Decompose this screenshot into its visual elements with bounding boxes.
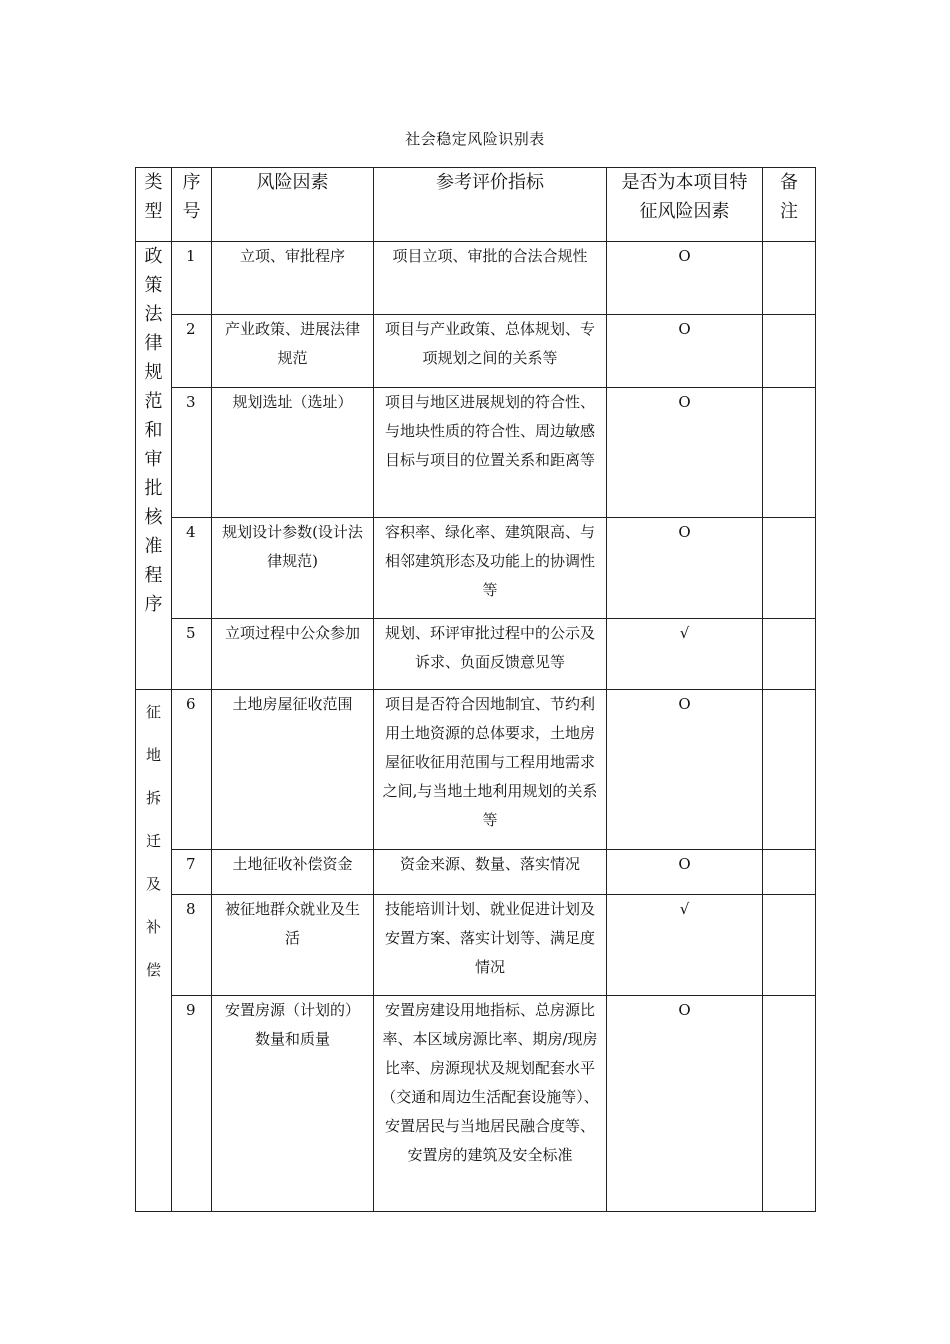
remark-cell: [763, 619, 816, 690]
factor-cell: 产业政策、进展法律规范: [212, 315, 374, 388]
type-char: 程: [144, 565, 163, 586]
remark-cell: [763, 895, 816, 996]
factor-cell: 立项过程中公众参加: [212, 619, 374, 690]
type-char: 范: [144, 391, 163, 412]
remark-cell: [763, 242, 816, 315]
indicator-cell: 安置房建设用地指标、总房源比率、本区域房源比率、期房/现房比率、房源现状及规划配套水平（交通和周边生活配套设施等）、安置居民与当地居民融合度等、安置房的建筑及安全标准: [374, 996, 607, 1212]
indicator-cell: 技能培训计划、就业促进计划及安置方案、落实计划等、满足度情况: [374, 895, 607, 996]
risk-identification-table: [135, 167, 816, 1212]
type-cell-land: [136, 690, 172, 1212]
type-char: 拆: [145, 789, 161, 807]
indicator-cell: 容积率、绿化率、建筑限高、与相邻建筑形态及功能上的协调性等: [374, 518, 607, 619]
mark-cell: O: [607, 518, 763, 619]
header-is-feature: 是否为本项目特征风险因素: [607, 168, 763, 242]
factor-cell: 土地征收补偿资金: [212, 850, 374, 895]
seq-cell: 2: [172, 315, 212, 388]
type-char: 偿: [145, 961, 161, 979]
table-row: [136, 315, 816, 388]
remark-cell: [763, 388, 816, 518]
type-char: 律: [144, 333, 163, 354]
table-row: [136, 996, 816, 1212]
mark-cell: O: [607, 996, 763, 1212]
type-char: 法: [144, 304, 163, 325]
table-row: [136, 690, 816, 850]
mark-cell: O: [607, 242, 763, 315]
mark-cell: O: [607, 690, 763, 850]
header-remark: 备 注: [763, 168, 816, 242]
mark-cell: √: [607, 895, 763, 996]
seq-cell: 6: [172, 690, 212, 850]
type-char: 批: [144, 478, 163, 499]
mark-cell: √: [607, 619, 763, 690]
seq-cell: 7: [172, 850, 212, 895]
type-char: 审: [144, 449, 163, 470]
factor-cell: 土地房屋征收范围: [212, 690, 374, 850]
table-row: [136, 895, 816, 996]
mark-cell: O: [607, 315, 763, 388]
indicator-cell: 资金来源、数量、落实情况: [374, 850, 607, 895]
header-seq: 序 号: [172, 168, 212, 242]
factor-cell: 安置房源（计划的）数量和质量: [212, 996, 374, 1212]
remark-cell: [763, 690, 816, 850]
header-indicator: 参考评价指标: [374, 168, 607, 242]
factor-cell: 规划选址（选址）: [212, 388, 374, 518]
factor-cell: 规划设计参数(设计法律规范): [212, 518, 374, 619]
type-char: 迁: [145, 832, 161, 850]
type-char: 政: [144, 246, 163, 267]
table-row: [136, 619, 816, 690]
table-row: [136, 850, 816, 895]
header-factor: 风险因素: [212, 168, 374, 242]
type-char: 规: [144, 362, 163, 383]
seq-cell: 1: [172, 242, 212, 315]
type-char: 和: [144, 420, 163, 441]
table-row: [136, 518, 816, 619]
table-row: [136, 242, 816, 315]
indicator-cell: 项目立项、审批的合法合规性: [374, 242, 607, 315]
type-char: 补: [145, 918, 161, 936]
type-char: 策: [144, 275, 163, 296]
indicator-cell: 项目与地区进展规划的符合性、与地块性质的符合性、周边敏感目标与项目的位置关系和距离等: [374, 388, 607, 518]
factor-cell: 被征地群众就业及生活: [212, 895, 374, 996]
type-char: 序: [144, 594, 163, 615]
mark-cell: O: [607, 850, 763, 895]
header-row: [136, 168, 816, 242]
seq-cell: 4: [172, 518, 212, 619]
type-char: 准: [144, 536, 163, 557]
mark-cell: O: [607, 388, 763, 518]
type-cell-policy: [136, 242, 172, 690]
table-row: [136, 388, 816, 518]
indicator-cell: 项目是否符合因地制宜、节约利用土地资源的总体要求，土地房屋征收征用范围与工程用地需求之间,与当地土地利用规划的关系等: [374, 690, 607, 850]
indicator-cell: 规划、环评审批过程中的公示及诉求、负面反馈意见等: [374, 619, 607, 690]
seq-cell: 9: [172, 996, 212, 1212]
seq-cell: 3: [172, 388, 212, 518]
type-char: 核: [144, 507, 163, 528]
header-type: 类 型: [136, 168, 172, 242]
remark-cell: [763, 518, 816, 619]
remark-cell: [763, 315, 816, 388]
remark-cell: [763, 850, 816, 895]
seq-cell: 5: [172, 619, 212, 690]
factor-cell: 立项、审批程序: [212, 242, 374, 315]
type-char: 地: [145, 746, 161, 764]
indicator-cell: 项目与产业政策、总体规划、专项规划之间的关系等: [374, 315, 607, 388]
remark-cell: [763, 996, 816, 1212]
seq-cell: 8: [172, 895, 212, 996]
type-char: 及: [145, 875, 161, 893]
page-title: 社会稳定风险识别表: [405, 130, 545, 148]
type-char: 征: [145, 703, 161, 721]
